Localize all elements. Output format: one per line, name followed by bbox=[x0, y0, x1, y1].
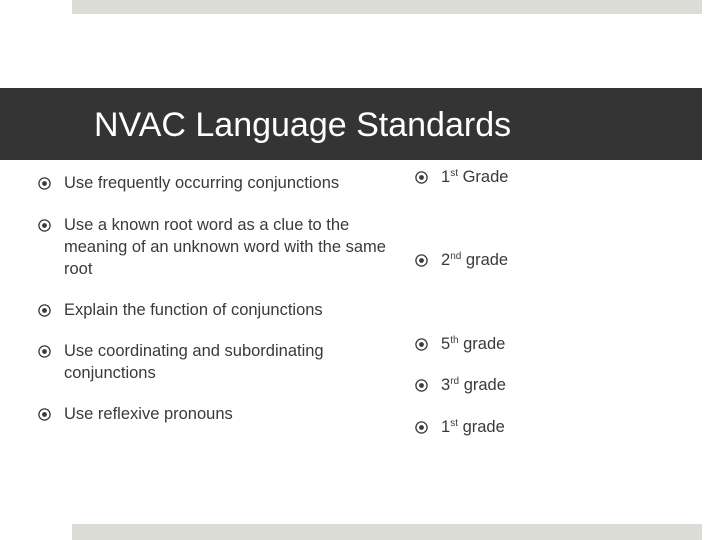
target-circle-icon bbox=[38, 219, 51, 232]
right-list-item bbox=[415, 333, 635, 355]
ordinal-suffix: st bbox=[450, 168, 458, 179]
grade-number: 1 bbox=[441, 168, 451, 186]
left-item-text: Use coordinating and subordinating conjunctions bbox=[64, 342, 324, 382]
left-list-item bbox=[38, 403, 388, 425]
left-list-item bbox=[38, 214, 388, 280]
left-list-item bbox=[38, 172, 388, 194]
ordinal-suffix: th bbox=[450, 335, 459, 346]
ordinal-suffix: nd bbox=[450, 251, 462, 262]
target-circle-icon bbox=[38, 177, 51, 190]
right-list-item bbox=[415, 416, 635, 438]
target-circle-icon bbox=[415, 421, 428, 434]
left-list-item bbox=[38, 340, 368, 384]
slide-title: NVAC Language Standards bbox=[94, 106, 512, 144]
ordinal-suffix: st bbox=[450, 418, 458, 429]
grade-label: Grade bbox=[462, 168, 509, 186]
right-list-item bbox=[415, 166, 635, 188]
grade-label: grade bbox=[463, 335, 506, 353]
grade-number: 5 bbox=[441, 335, 451, 353]
target-circle-icon bbox=[38, 408, 51, 421]
right-list-item bbox=[415, 374, 635, 396]
top-decorative-bar bbox=[72, 0, 702, 14]
target-circle-icon bbox=[38, 345, 51, 358]
grade-number: 2 bbox=[441, 251, 451, 269]
target-circle-icon bbox=[415, 379, 428, 392]
left-item-text: Use reflexive pronouns bbox=[64, 405, 233, 423]
target-circle-icon bbox=[38, 304, 51, 317]
ordinal-suffix: rd bbox=[450, 376, 460, 387]
grade-label: grade bbox=[463, 376, 506, 394]
right-list-item bbox=[415, 249, 635, 271]
left-item-text: Use frequently occurring conjunctions bbox=[64, 174, 340, 192]
grade-label: grade bbox=[462, 418, 505, 436]
grade-number: 1 bbox=[441, 418, 451, 436]
grade-number: 3 bbox=[441, 376, 451, 394]
left-item-text: Use a known root word as a clue to the meaning of an unknown word with the same root bbox=[64, 216, 386, 278]
left-item-text: Explain the function of conjunctions bbox=[64, 301, 323, 319]
target-circle-icon bbox=[415, 254, 428, 267]
left-list-item bbox=[38, 299, 438, 321]
bottom-decorative-bar bbox=[72, 524, 702, 540]
target-circle-icon bbox=[415, 338, 428, 351]
target-circle-icon bbox=[415, 171, 428, 184]
grade-label: grade bbox=[465, 251, 509, 269]
